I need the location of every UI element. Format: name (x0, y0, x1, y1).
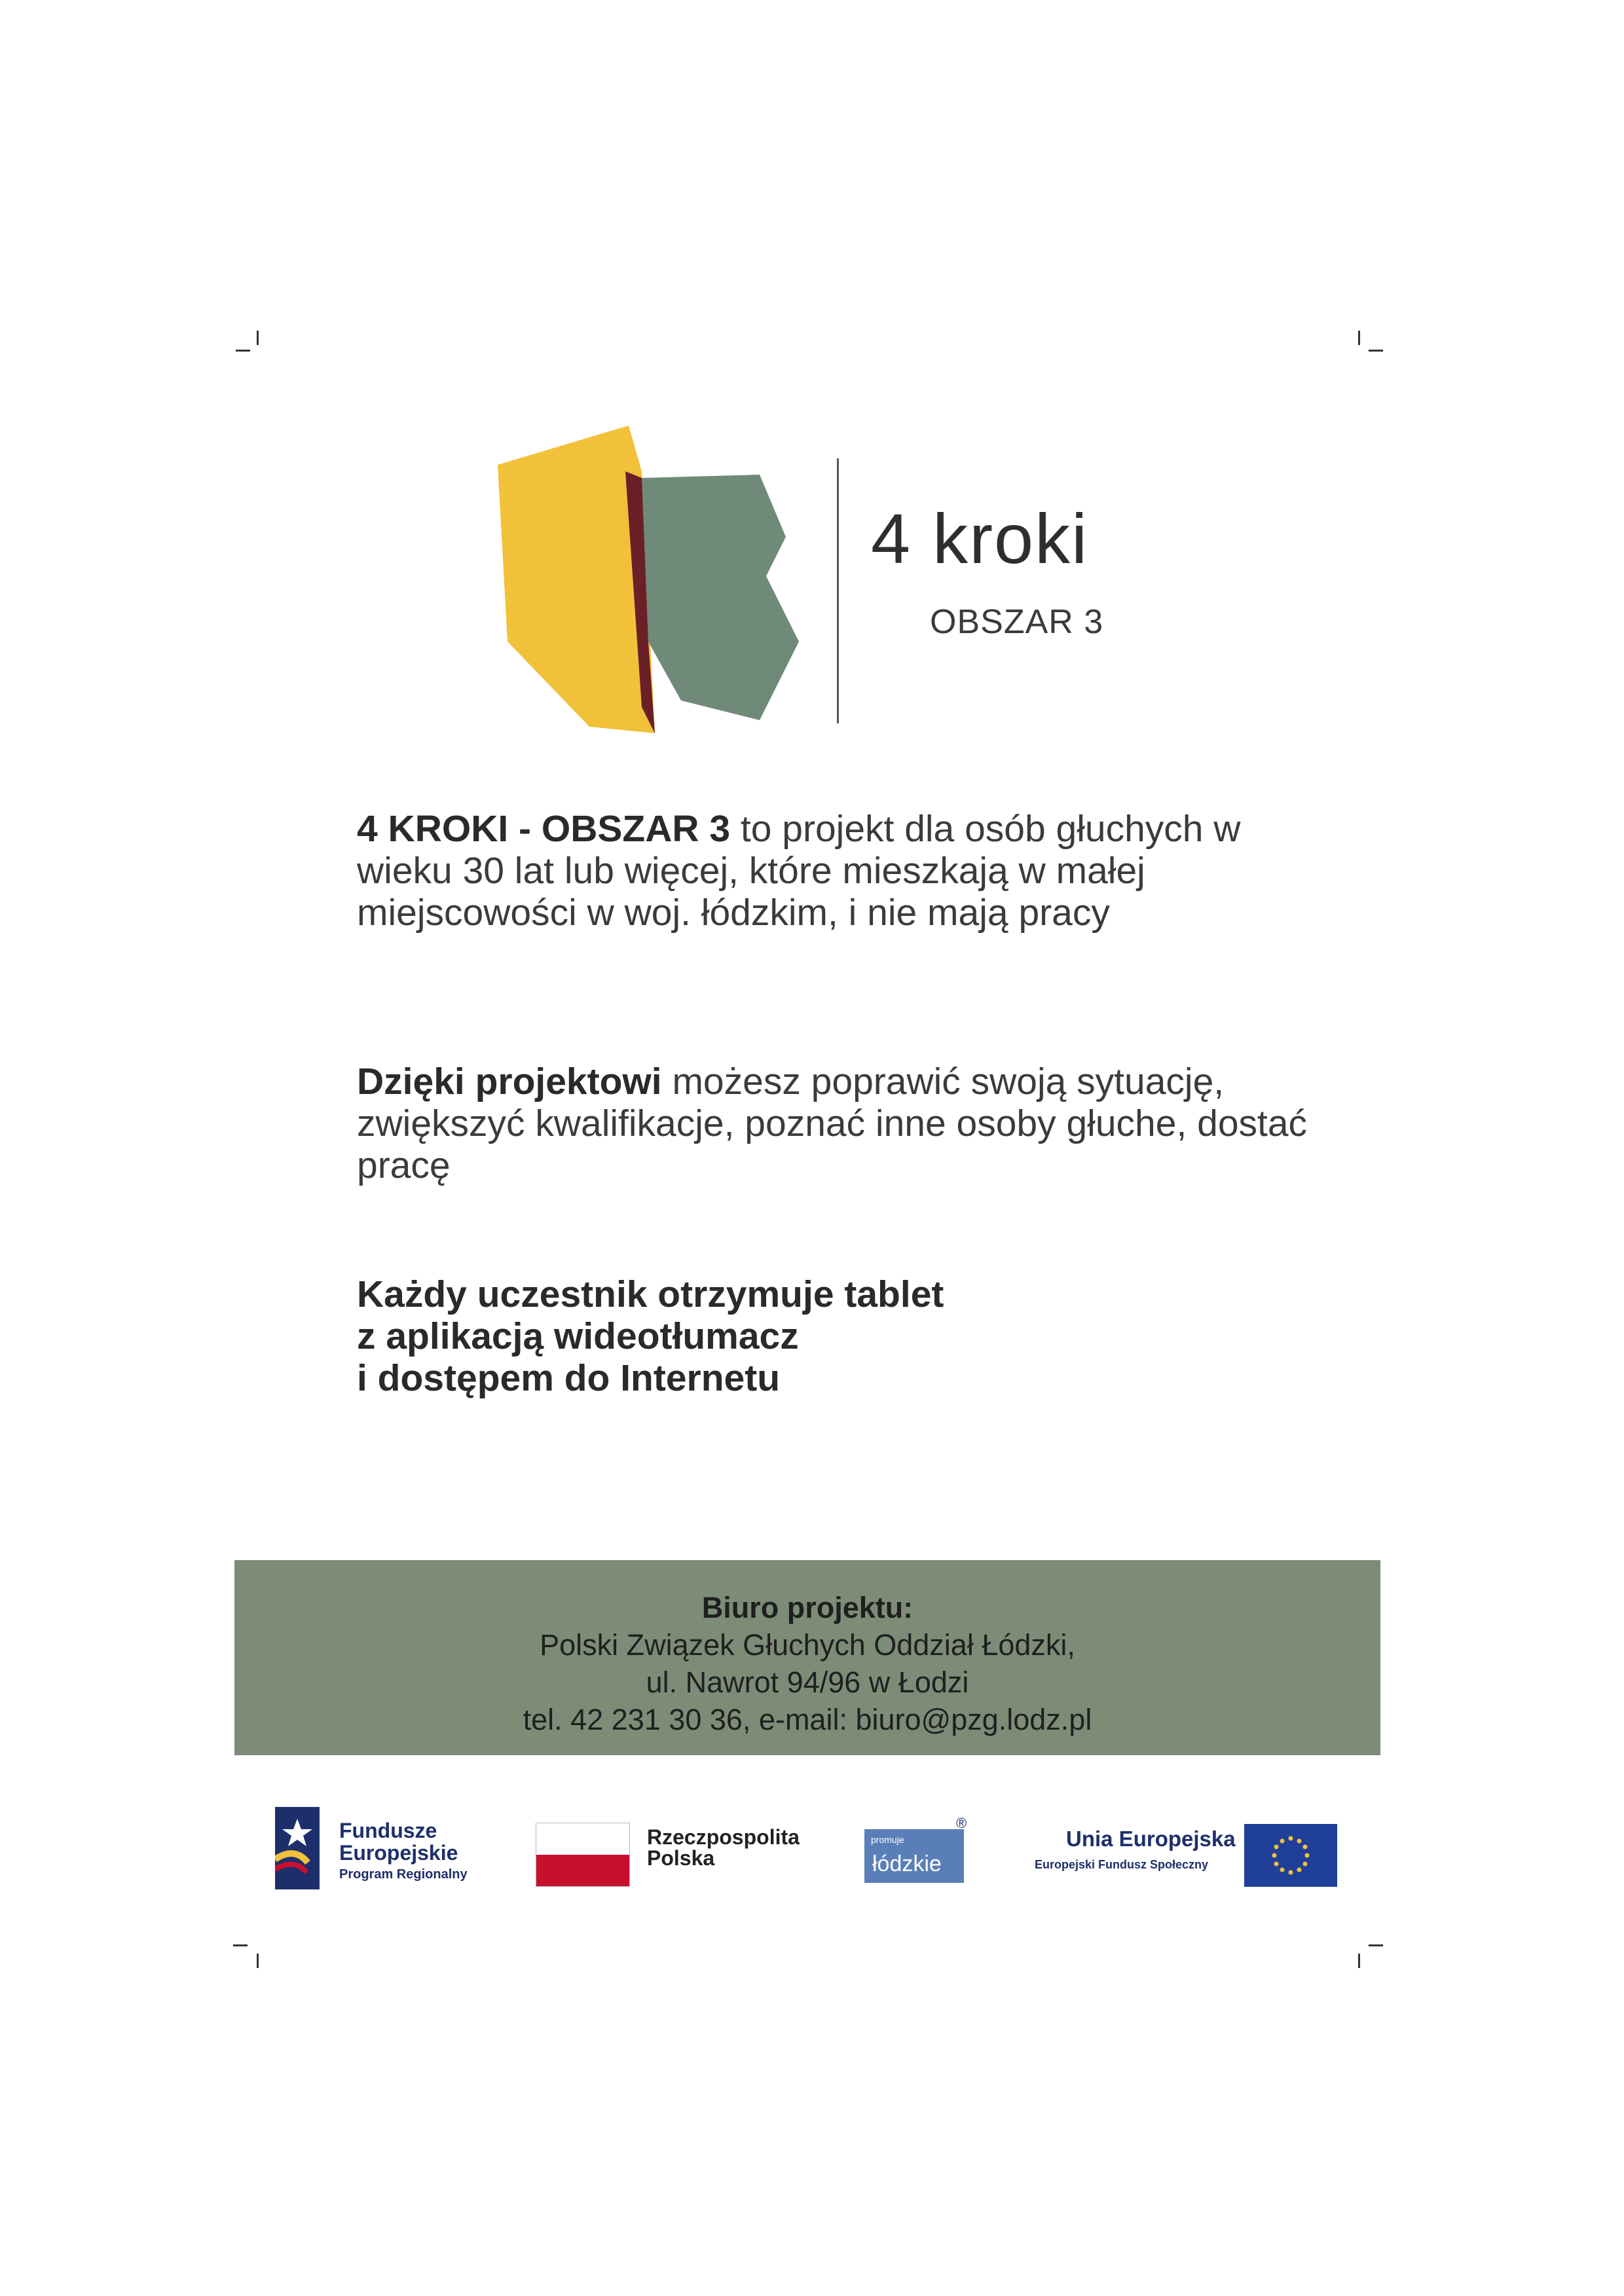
benefits-paragraph (357, 1061, 1378, 1186)
crop-mark-tl-v (257, 331, 259, 345)
polska-label: Polska (647, 1846, 715, 1870)
project-logo-mark (485, 426, 825, 733)
registered-mark: ® (956, 1815, 967, 1831)
fundusze-europejskie-icon (275, 1807, 320, 1889)
poland-flag-icon (536, 1823, 630, 1887)
tablet-line: Każdy uczestnik otrzymuje tablet (357, 1273, 944, 1315)
unia-europejska-label: Unia Europejska (1066, 1827, 1236, 1851)
lodzkie-logo (864, 1829, 964, 1883)
fundusze-label: Fundusze (339, 1819, 437, 1842)
logo-green-shape (642, 475, 799, 720)
intro-paragraph (357, 808, 1339, 934)
intro-bold: 4 KROKI - OBSZAR 3 (357, 808, 731, 850)
europejskie-label: Europejskie (339, 1841, 458, 1865)
crop-mark-bl-v (257, 1954, 259, 1968)
rzeczpospolita-label: Rzeczpospolita (647, 1825, 800, 1849)
program-regionalny-label: Program Regionalny (339, 1867, 468, 1882)
office-line: ul. Nawrot 94/96 w Łodzi (646, 1666, 969, 1699)
tablet-paragraph (357, 1273, 1274, 1399)
office-contact: tel. 42 231 30 36, e-mail: biuro@pzg.lodz.pl (523, 1703, 1092, 1736)
tablet-line: z aplikacją wideotłumacz (357, 1315, 799, 1357)
office-heading: Biuro projektu: (701, 1591, 913, 1624)
efs-label: Europejski Fundusz Społeczny (1035, 1858, 1209, 1871)
crop-mark-br-v (1358, 1954, 1360, 1968)
benefits-text: możesz poprawić swoją sytuację, zwiększyć kwalifikacje, poznać inne osoby głuche, dostać pracę (357, 1061, 1308, 1186)
benefits-bold: Dzięki projektowi (357, 1061, 662, 1102)
logo-title: 4 kroki (871, 499, 1089, 578)
crop-mark-tr-h (1369, 350, 1383, 352)
crop-mark-tl-h (236, 350, 250, 352)
crop-mark-tr-v (1358, 331, 1360, 345)
crop-mark-br-h (1369, 1944, 1383, 1946)
eu-flag-icon (1244, 1824, 1337, 1887)
logo-divider (837, 458, 839, 723)
intro-text: to projekt dla osób głuchych w wieku 30 lat lub więcej, które mieszkają w małej miejscowości w woj. łódzkim, i nie mają pracy (357, 808, 1241, 934)
tablet-line: i dostępem do Internetu (357, 1357, 781, 1399)
logo-subtitle: OBSZAR 3 (930, 603, 1104, 641)
funding-logos (0, 1807, 1624, 1899)
lodzkie-small: promuje (871, 1834, 904, 1845)
logo-yellow-shape (498, 426, 655, 733)
office-line: Polski Związek Głuchych Oddział Łódzki, (540, 1628, 1075, 1662)
crop-mark-bl-h (233, 1944, 248, 1946)
project-office-box (234, 1560, 1380, 1755)
lodzkie-big: łódzkie (872, 1851, 942, 1876)
